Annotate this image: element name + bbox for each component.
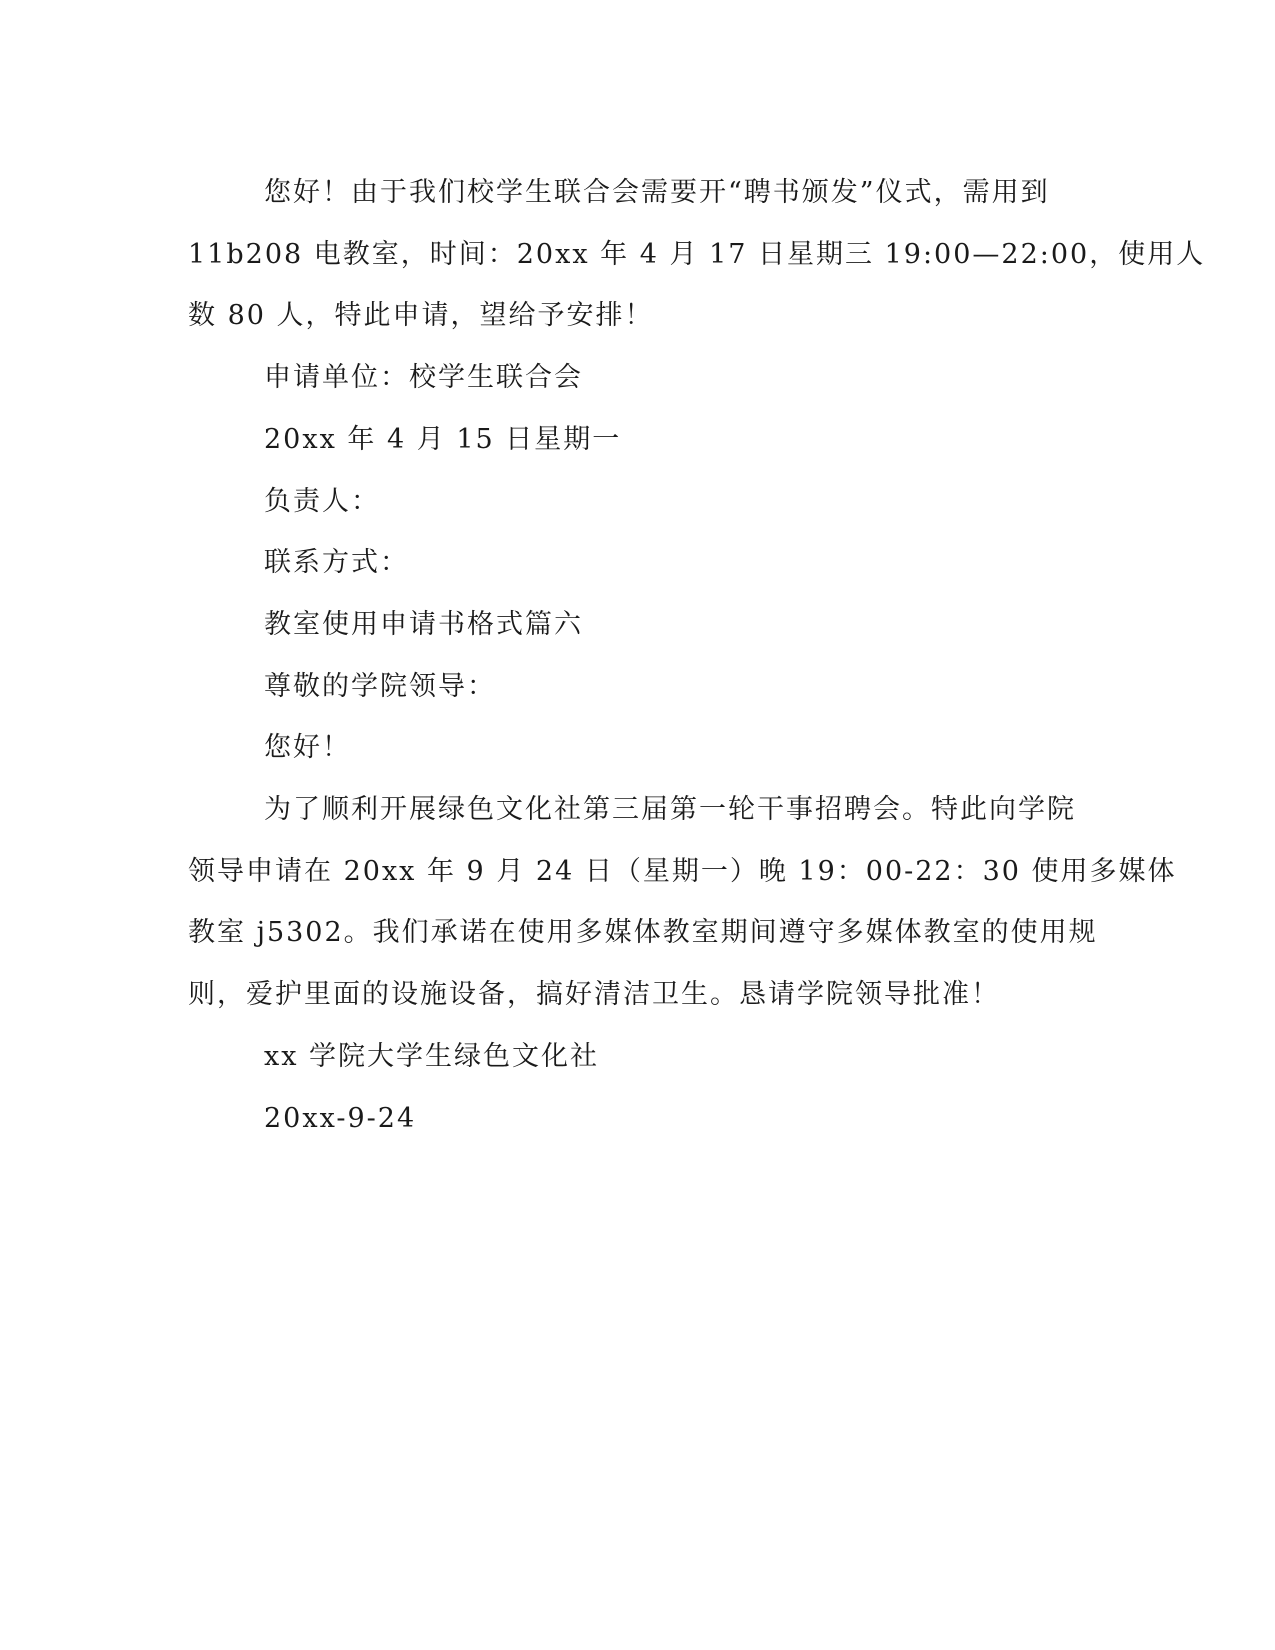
paragraph-line: 教室 j5302。我们承诺在使用多媒体教室期间遵守多媒体教室的使用规	[188, 917, 1098, 949]
paragraph-line: 则，爱护里面的设施设备，搞好清洁卫生。恳请学院领导批准！	[188, 979, 1000, 1011]
applicant-unit: 申请单位：校学生联合会	[264, 362, 583, 394]
document-body	[188, 162, 1206, 1149]
paragraph-line: 11b208 电教室，时间：20xx 年 4 月 17 日星期三 19:00—22:00，使用人	[188, 238, 1206, 270]
paragraph-line: 数 80 人，特此申请，望给予安排！	[188, 300, 654, 332]
paragraph-line: 您好！由于我们校学生联合会需要开“聘书颁发”仪式，需用到	[264, 177, 1050, 208]
signature-organization: xx 学院大学生绿色文化社	[264, 1040, 600, 1072]
paragraph-line: 领导申请在 20xx 年 9 月 24 日（星期一）晚 19：00-22：30 使用多媒体	[188, 855, 1177, 887]
responsible-person: 负责人：	[264, 485, 380, 517]
application-date: 20xx 年 4 月 15 日星期一	[264, 423, 622, 455]
greeting: 您好！	[264, 732, 351, 764]
section-heading: 教室使用申请书格式篇六	[264, 608, 583, 640]
contact-info: 联系方式：	[264, 547, 409, 579]
salutation: 尊敬的学院领导：	[264, 670, 496, 702]
paragraph-line: 为了顺利开展绿色文化社第三届第一轮干事招聘会。特此向学院	[264, 794, 1076, 826]
signature-date: 20xx-9-24	[264, 1102, 417, 1134]
